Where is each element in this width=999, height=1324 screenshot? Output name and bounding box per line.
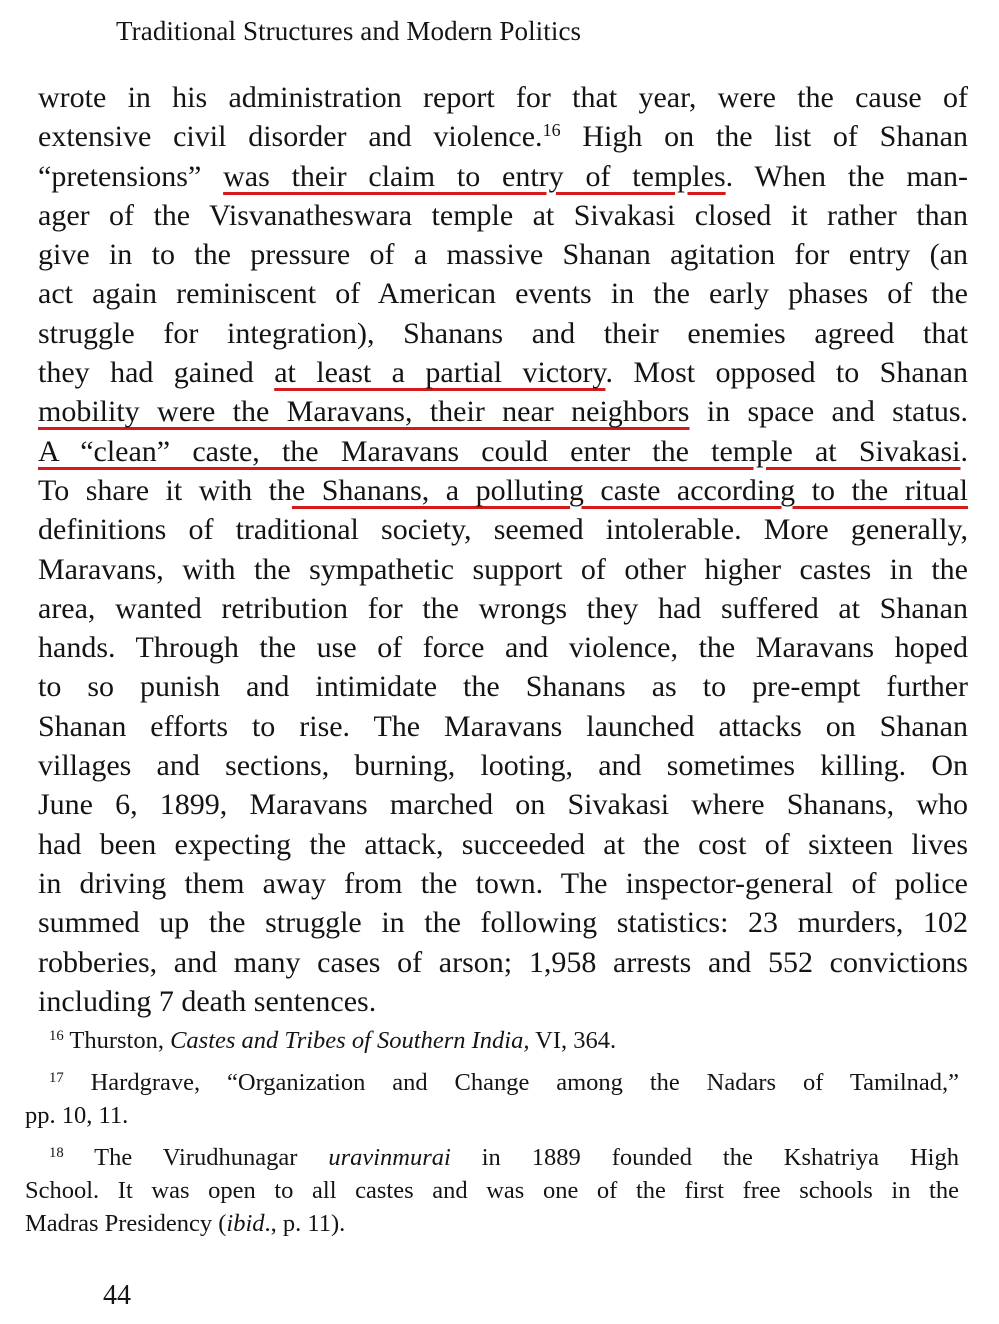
highlighted-phrase: A “clean” caste, the Maravans could enter the temple at Sivakasi: [38, 434, 961, 468]
footnote-18: [25, 1141, 959, 1240]
footnote-term: ibid: [226, 1210, 265, 1237]
text-run: .: [960, 434, 968, 468]
footnote-author: Thurston,: [63, 1027, 171, 1054]
footnote-text: Madras Presidency (: [25, 1210, 227, 1237]
footnote-text: in 1889 founded the Kshatriya High: [450, 1144, 959, 1171]
body-paragraph: [38, 78, 968, 1021]
text-run: High on the list of Shanan: [560, 120, 968, 154]
footnote-line: [25, 1066, 959, 1099]
body-line: [38, 432, 968, 471]
body-line: definitions of traditional society, seemed intolerable. More generally,: [38, 513, 968, 547]
body-line: [38, 392, 968, 431]
footnote-line: [25, 1207, 959, 1240]
footnote-title: Castes and Tribes of Southern India,: [170, 1027, 530, 1054]
body-line: act again reminiscent of American events in the early phases of the: [38, 277, 968, 311]
footnote-text: ., p. 11).: [264, 1210, 346, 1237]
body-line: June 6, 1899, Maravans marched on Sivakasi where Shanans, who: [38, 788, 968, 822]
body-line: [38, 117, 968, 156]
body-line: had been expecting the attack, succeeded at the cost of sixteen lives: [38, 827, 968, 861]
body-line: including 7 death sentences.: [38, 984, 377, 1018]
body-line: area, wanted retribution for the wrongs they had suffered at Shanan: [38, 591, 968, 625]
body-line: ager of the Visvanatheswara temple at Sivakasi closed it rather than: [38, 198, 968, 232]
footnote-16: [25, 1024, 959, 1057]
body-line: struggle for integration), Shanans and their enemies agreed that: [38, 316, 968, 350]
text-run: To share it with th: [38, 473, 292, 507]
body-line: Maravans, with the sympathetic support of other higher castes in the: [38, 552, 968, 586]
text-run: they had gained: [38, 356, 275, 390]
body-line: in driving them away from the town. The inspector-general of police: [38, 866, 968, 900]
footnote-number: 18: [49, 1144, 64, 1161]
highlighted-phrase: mobility were the Maravans, their near neighbors: [38, 395, 690, 429]
body-line: robberies, and many cases of arson; 1,958 arrests and 552 convictions: [38, 945, 968, 979]
running-header: Traditional Structures and Modern Politics: [116, 16, 582, 46]
footnote-ref-16[interactable]: 16: [542, 120, 561, 141]
body-line: give in to the pressure of a massive Shanan agitation for entry (an: [38, 238, 968, 272]
text-run: extensive civil disorder and violence.: [38, 120, 543, 154]
body-line: [38, 471, 968, 510]
footnote-number: 16: [49, 1027, 64, 1044]
page-number: 44: [103, 1280, 131, 1311]
highlighted-phrase: was their claim to entry of temples: [223, 159, 726, 193]
footnote-term: uravinmurai: [328, 1144, 451, 1171]
text-run: “pretensions”: [38, 159, 224, 193]
text-run: . When the man-: [725, 159, 968, 193]
footnote-line: pp. 10, 11.: [25, 1102, 129, 1129]
body-line: [38, 157, 968, 196]
body-line: [38, 353, 968, 392]
footnote-line: [25, 1024, 959, 1057]
footnote-number: 17: [49, 1069, 64, 1086]
footnote-17: [25, 1066, 959, 1132]
footnote-text: Hardgrave, “Organization and Change among the Nadars of Tamilnad,”: [63, 1069, 959, 1096]
text-run: in space and status.: [689, 395, 969, 429]
highlighted-phrase: at least a partial victory: [274, 356, 606, 390]
highlighted-phrase: e Shanans, a polluting caste according to the ritual: [291, 473, 968, 507]
footnote-citation: VI, 364.: [529, 1027, 617, 1054]
footnote-text: The Virudhunagar: [63, 1144, 329, 1171]
footnote-line: [25, 1141, 959, 1174]
body-line: hands. Through the use of force and violence, the Maravans hoped: [38, 631, 968, 665]
body-line: to so punish and intimidate the Shanans as to pre-empt further: [38, 670, 968, 704]
footnote-line: School. It was open to all castes and was one of the first free schools in the: [25, 1177, 959, 1204]
footnotes: [25, 1024, 959, 1249]
body-line: villages and sections, burning, looting, and sometimes killing. On: [38, 749, 968, 783]
body-line: Shanan efforts to rise. The Maravans launched attacks on Shanan: [38, 709, 968, 743]
body-line: wrote in his administration report for that year, were the cause of: [38, 81, 968, 114]
body-line: summed up the struggle in the following statistics: 23 murders, 102: [38, 906, 968, 940]
text-run: . Most opposed to Shanan: [605, 356, 968, 390]
